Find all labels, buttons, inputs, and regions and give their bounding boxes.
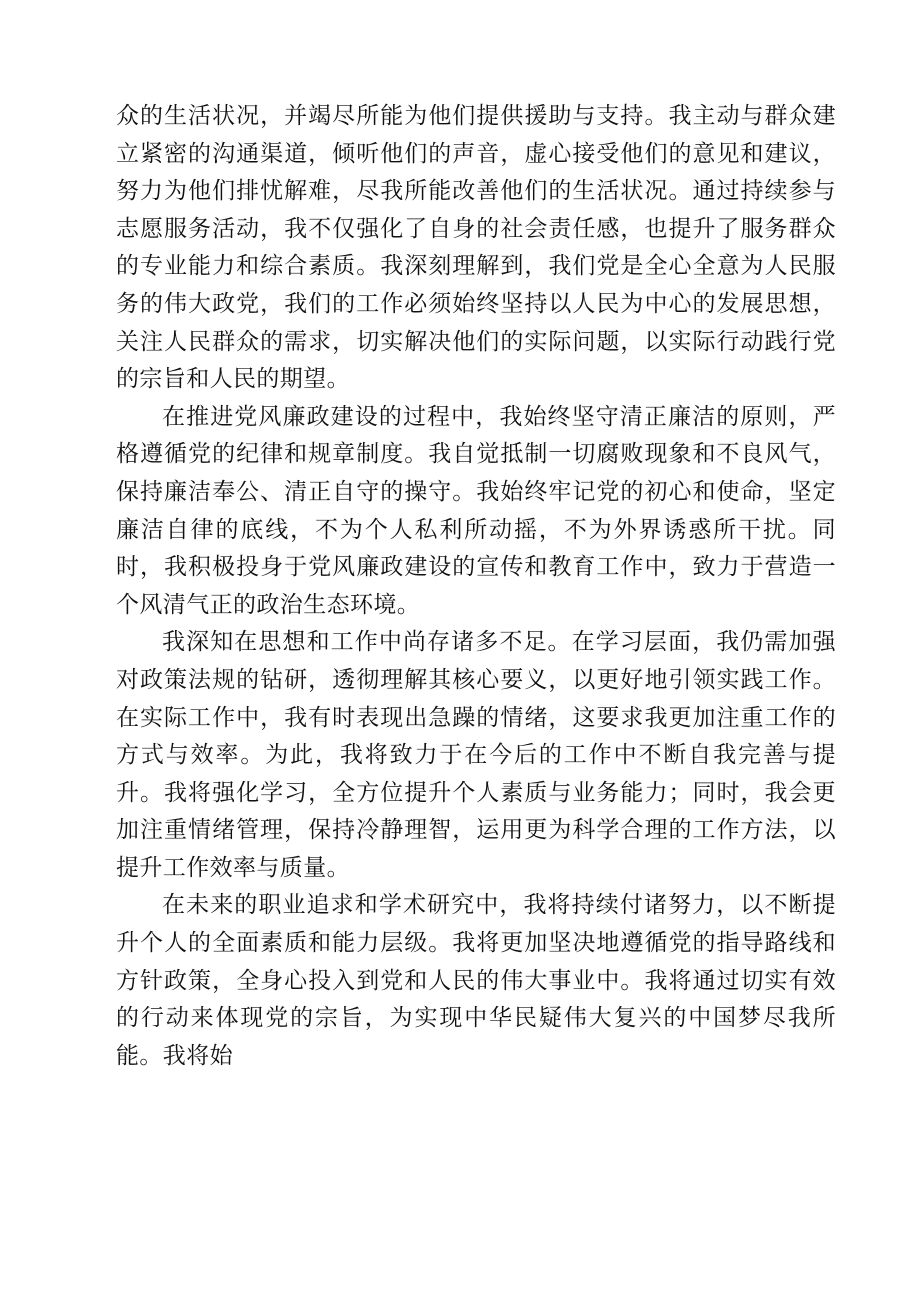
- document-body: [116, 98, 836, 1075]
- paragraph-2: 在推进党风廉政建设的过程中，我始终坚守清正廉洁的原则，严格遵循党的纪律和规章制度。我自觉抵制一切腐败现象和不良风气，保持廉洁奉公、清正自守的操守。我始终牢记党的初心和使命，坚定廉洁自律的底线，不为个人私利所动摇，不为外界诱惑所干扰。同时，我积极投身于党风廉政建设的宣传和教育工作中，致力于营造一个风清气正的政治生态环境。: [116, 403, 836, 618]
- paragraph-1: 众的生活状况，并竭尽所能为他们提供援助与支持。我主动与群众建立紧密的沟通渠道，倾听他们的声音，虚心接受他们的意见和建议，努力为他们排忧解难，尽我所能改善他们的生活状况。通过持续参与志愿服务活动，我不仅强化了自身的社会责任感，也提升了服务群众的专业能力和综合素质。我深刻理解到，我们党是全心全意为人民服务的伟大政党，我们的工作必须始终坚持以人民为中心的发展思想，关注人民群众的需求，切实解决他们的实际问题，以实际行动践行党的宗旨和人民的期望。: [116, 103, 836, 393]
- paragraph-3: 我深知在思想和工作中尚存诸多不足。在学习层面，我仍需加强对政策法规的钻研，透彻理解其核心要义，以更好地引领实践工作。在实际工作中，我有时表现出急躁的情绪，这要求我更加注重工作的方式与效率。为此，我将致力于在今后的工作中不断自我完善与提升。我将强化学习，全方位提升个人素质与业务能力；同时，我会更加注重情绪管理，保持冷静理智，运用更为科学合理的工作方法，以提升工作效率与质量。: [116, 629, 836, 881]
- paragraph-4: 在未来的职业追求和学术研究中，我将持续付诸努力，以不断提升个人的全面素质和能力层级。我将更加坚决地遵循党的指导路线和方针政策，全身心投入到党和人民的伟大事业中。我将通过切实有效的行动来体现党的宗旨，为实现中华民疑伟大复兴的中国梦尽我所能。我将始: [116, 892, 836, 1069]
